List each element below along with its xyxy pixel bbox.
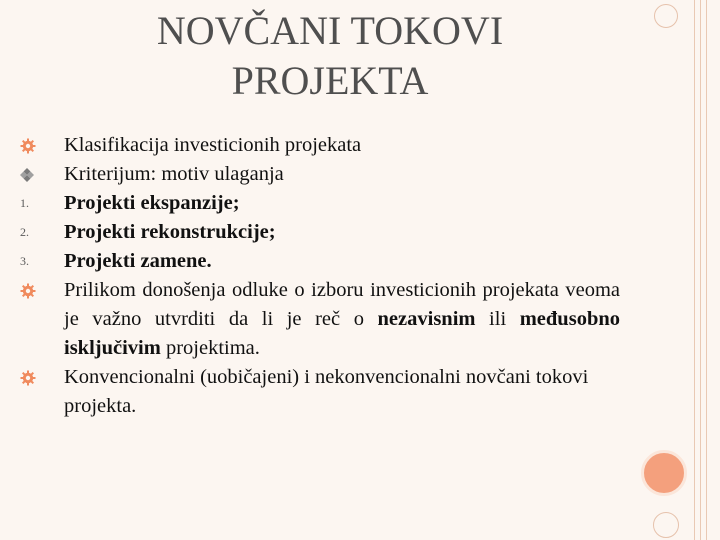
title-line-1: NOVČANI TOKOVI (156, 8, 504, 53)
decor-circle-accent (641, 450, 687, 496)
list-number: 1. (20, 196, 29, 210)
item-text: Konvencionalni (uobičajeni) i nekonvencionalni novčani tokovi projekta. (64, 366, 589, 417)
gear-bullet-icon (20, 276, 64, 305)
text-segment: Prilikom donošenja odluke o izboru investicionih projekata veoma je važno utvrditi da li je reč o (64, 279, 620, 330)
item-text: Kriterijum: motiv ulaganja (64, 163, 284, 185)
gear-bullet-icon (20, 131, 64, 160)
text-bold-segment: nezavisnim (377, 308, 476, 330)
decor-line (706, 0, 707, 540)
decor-line (694, 0, 695, 540)
gear-bullet-icon (20, 363, 64, 392)
list-item (20, 189, 620, 218)
list-item (20, 218, 620, 247)
item-text: Projekti ekspanzije; (64, 192, 240, 214)
list-item (20, 363, 620, 421)
list-item (20, 131, 620, 160)
decor-line (700, 0, 701, 540)
checkmark-diamond-bullet-icon (20, 160, 64, 189)
title-line-2: PROJEKTA (231, 58, 429, 103)
list-number: 2. (20, 225, 29, 239)
item-text (64, 276, 620, 363)
list-item (20, 247, 620, 276)
decor-circle-bottom (653, 512, 679, 538)
decor-circle-top (654, 4, 678, 28)
item-text: Klasifikacija investicionih projekata (64, 134, 362, 156)
item-text: Projekti rekonstrukcije; (64, 221, 276, 243)
text-segment: projektima. (160, 337, 260, 359)
text-bold-segment: međusobno isključivim (64, 308, 620, 359)
item-text: Projekti zamene. (64, 250, 212, 272)
slide-title (130, 6, 530, 106)
bullet-list (20, 131, 620, 421)
text-segment: ili (475, 308, 520, 330)
list-item (20, 160, 620, 189)
list-item (20, 276, 620, 363)
list-number: 3. (20, 254, 29, 268)
